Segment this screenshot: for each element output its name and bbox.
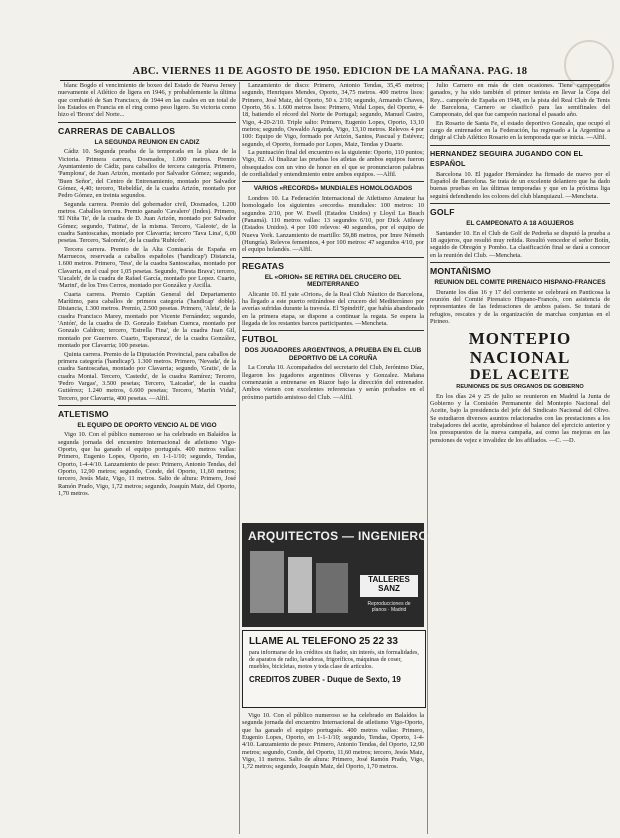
montepio-masthead: [430, 329, 610, 391]
divider: [430, 145, 610, 146]
section-heading: CARRERAS DE CABALLOS: [58, 125, 176, 136]
article-text: Segunda carrera. Premio del gobernador civil, Dosmados, 1.200 metros. Caballos tercera. Premio ganado 'Cavalero' (Indes). Primero, 'El Niña Te', de la cuadra de D. Juan Arizón, montado por Salvador Gómez; segundo, 'Fatima', de la misma. Tercero, 'Galeote', de la cuadra Santoscañas, montado por Clavarria; tercero 'Tava Lina', 6,00 pesetas. Tercero, 'Salomón', de la cuadra 'Rubicón'.: [58, 200, 236, 245]
page-header: ABC. VIERNES 11 DE AGOSTO DE 1950. EDICION DE LA MAÑANA. PAG. 18: [60, 66, 600, 81]
divider: [58, 122, 236, 123]
section-heading: FUTBOL: [242, 334, 279, 345]
article-text: La Coruña 10. Acompañados del secretario del Club, Jerónimo Díaz, llegaron los jugadores argentinos Oliveras y Gonzalez. Mañana comenzarán a entrenarse en Riazor bajo la dirección del entrenador. Ambos vienen con excelentes referencias y serán probados en el próximo partido amistoso del Club. —Alfil.: [242, 364, 424, 401]
section-heading: MONTAÑISMO: [430, 266, 492, 276]
article-headline: EL CAMPEONATO A 18 AGUJEROS: [466, 220, 574, 228]
ad-footer: CREDITOS ZUBER - Duque de Sexto, 19: [249, 675, 401, 684]
article-text: En los días 24 y 25 de julio se reunieron en Madrid la Junta de Gobierno y la Comisión Permanente del Montepio Nacional del Aceite, bajo la presidencia del jefe del Sindicato Nacional del Olivo. Se estudiaron diversos asuntos relacionados con las prestaciones a los trabajadores del aceite, aprobándose el balance del ejercicio anterior y los presupuestos de la nueva campaña, así como las mejoras en las pensiones de vejez e invalidez de los afiliados. —C. —D.: [430, 392, 610, 444]
article-text: En Rosario de Santa Fe, el estado deportivo Gonzalo, que ocupó el cargo de entrenador en la Federación, ha regresado a la Argentina a dirigir al Club Atlético Rosario en la temporada que se inicia. —Alfil.: [430, 119, 610, 142]
credit-advertisement: [242, 630, 426, 708]
article-text: Londres 10. La Federación Internacional de Atletismo Amateur ha homologado los siguientes «records» mundiales: 100 metros: 10 segundos 2/10, por W. Ewell (Estados Unidos) y Lloyd La Beach (Panamá). 110 metros vallas: 13 segundos 6/10, por Dick Attlesey (Estados Unidos). 4 por 100 relevos: 40 segundos, por el equipo de Nueva York. Lanzamiento de martillo: 59,88 metros, por Imre Németh (Hungría). Relevos femeninos, 4 por 100 metros: 47 segundos 4/10, por el equipo holandés. —Alfil.: [242, 194, 424, 254]
divider: [242, 330, 424, 331]
section-heading: HERNANDEZ SEGUIRA JUGANDO CON EL ESPAÑOL: [430, 148, 583, 168]
divider: [430, 203, 610, 204]
masthead-line-2: DEL ACEITE: [469, 367, 571, 384]
section-heading: REGATAS: [242, 260, 285, 271]
column-divider: [239, 82, 240, 834]
masthead-subtitle: REUNIONES DE SUS ORGANOS DE GOBIERNO: [456, 384, 584, 391]
article-text: Santander 10. En el Club de Golf de Pedreña se disputó la prueba a 18 agujeros, que resultó muy reñida. Resultó vencedor el señor Botín, seguido de Obregón y Pombo. La clasificación final se dará a conocer en la reunión del Club. —Mencheta.: [430, 229, 610, 259]
article-headline: DOS JUGADORES ARGENTINOS, A PRUEBA EN EL CLUB DEPORTIVO DE LA CORUÑA: [244, 347, 422, 362]
article-text: Cuarta carrera. Premio Capitán General del Departamento Marítimo, para caballos de primera categoría ('handicap' doble). Distancia, 1.300 metros. Premio, 2.500 pesetas. Primero, 'Aleta', de la cuadra Francisco Marey, montado por Vicente Fernández; segundo, 'Antón', de la cuadra de D. Gonzalo Esteban Cuenca, montado por Gonzalo Caldron; tercero, 'Estrella Fina', de la cuadra Juan Gil, montado por Guerrero. Cuarto, 'Esperanza', de la cuadra González, montado por Clavarria; 100 pesetas.: [58, 290, 236, 350]
article-headline: LA SEGUNDA REUNION EN CADIZ: [94, 138, 200, 146]
ad-title: ARQUITECTOS — INGENIEROS: [248, 529, 437, 543]
column-divider: [427, 82, 428, 834]
article-text: Lanzamiento de disco: Primero, Antonio Tendas, 35,45 metros; segundo, Henriques Mendes, Oporto, 34,75 metros. 400 metros lisos: Primero, José Maiz, del Oporto, 50 s. 2/10; segundo, Armando Chaves, Oporto, 56 s. 1.600 metros lisos: Primero, Vidal Lopes, del Oporto, 4-18, batiendo el récord del Norte de Portugal; segundo, Manuel Castro, Vigo, 4-20-2/10. Triple salto: Primero, Eugenio Lopes, Oporto, 13,10 metros; segundo, Oswaldo Arganda, Vigo, 13,10 metros. Relevos 4 por 100: Equipo de Vigo, formado por Arizón, Santos, Pascual y Estévez; segundo, el Oporto, formado por Lopes, Maiz, Tendas y Duarte.: [242, 82, 424, 148]
ad-brand-subtitle: Reproducciones de planos · Madrid: [367, 601, 411, 613]
ad-body: para informarse de los créditos sin fiador, sin interés, sin formalidades, de aparatos de radio, lavadoras, frigoríficos, máquinas de coser, muebles, bicicletas, motos y toda clase de artículos.: [249, 650, 419, 670]
column-2: [242, 82, 424, 520]
column-2-bottom: [242, 712, 424, 834]
article-text: Quinta carrera. Premio de la Diputación Provincial, para caballos de primera categoría ('handicap'). 1.300 metros. Primero, 'Nevada', de la cuadra Santoscañas, montado por Clavarria; segundo, 'Gratis', de la cuadra Montal. Tercero, 'Castedu', de la cuadra Ramírez; Tercero, 'Pedro Vargas', 3.500 pesetas; Tercero, 'Laicadar', de la cuadra Gutiérrez; 1.240 metros, 6.600 pesetas; Tercero, 'Martín Vidal', Tercero, por Clavarria, 400 pesetas. —Alfil.: [58, 350, 236, 402]
divider: [430, 262, 610, 263]
section-heading: ATLETISMO: [58, 408, 109, 419]
article-text: Cádiz 10. Segunda prueba de la temporada en la plaza de la Victoria. Primera carrera, Dosmados, 1.000 metros. Premio Ayuntamiento de Cádiz, para caballos de tercera categoría. Primero, 'Pamplona', de Juan Arizón, montado por Salvador Gómez; segundo, 'Buen Señor', del Centro de Entrenamiento, montado por Salvador Gómez, 4,40; tercero, 'Rebeldía', de la cuadra Arizón, montado por Pedro Gómez, en treinta segundos.: [58, 148, 236, 200]
article-headline: EL «ORION» SE RETIRA DEL CRUCERO DEL MEDITERRANEO: [264, 273, 402, 289]
article-text: Julio Carnero en más de cien ocasiones. Tiene campeonatos ganados, y ha sido también el primer tenista en llevar la Copa del Rey... campeón de España en 1948, en la pista del Real Club de Tenis de Barcelona, Carnero se clasificó para las semifinales del Campeonato, del que fue campeón nacional el pasado año.: [430, 82, 610, 119]
ad-building-graphic: [316, 563, 348, 613]
article-text: Alicante 10. El yate «Orion», de la Real Club Náutico de Barcelona, ha llegado a este puerto retirándose del crucero del Mediterráneo por averías sufridas durante la travesía. El 'Spindrift', que había abandonado en la primera etapa, se dispone a continuar la regata. Se espera la llegada de los restantes barcos participantes. —Mencheta.: [242, 290, 424, 328]
article-headline: EL EQUIPO DE OPORTO VENCIO AL DE VIGO: [77, 421, 217, 429]
article-text: Durante los días 16 y 17 del corriente se celebrará en Panticosa la reunión del Comité Pirenaico Hispano-Francés, con asistencia de representantes de las federaciones de ambos países. Se tratará de refugios, rescates y de la organización de marchas conjuntas en el Pirineo.: [430, 288, 610, 325]
article-text: Vigo 10. Con el público numeroso se ha celebrado en Balaídos la segunda jornada del encuentro Internacional de atletismo Vigo-Oporto, que ha ganado el equipo portugués. 400 metros vallas: Primero, Eugenio Lopes, Oporto, en 1-1-1/10; segundo, Tendas, Oporto, 1-4-4/10. Lanzamiento de peso: Primero, Antonio Tendas, del Oporto, 12,90 metros; segundo, Conde, del Oporto, 11,60 metros; tercero, Jesús Maiz, Vigo, 11 metros. Salto de altura: Primero, José Ramón Prado, Vigo, 1,72 metros; segundo, Joaquín Maiz, del Oporto, 1,70 metros.: [58, 431, 236, 498]
article-text: La puntuación final del encuentro es la siguiente: Oporto, 110 puntos; Vigo, 82. Al finalizar las pruebas los atletas de ambos equipos fueron obsequiados con un vino de honor en el que se pronunciaron palabras de cordialidad y entendimiento entre ambos equipos. —Alfil.: [242, 149, 424, 179]
article-text: blanc Bogdo el vencimiento de boxeo del Estado de Nueva Jersey nuevamente el Atlético de ligera en 1946, y probablemente la última que combatió de San Francisco, de 1944 en las cuales en un total de los Estados en Francia en el ring como peso ligero. Su victoria como hizo el 'Bronx' del Norte...: [58, 82, 236, 119]
masthead-line-1: MONTEPIO NACIONAL: [468, 329, 572, 368]
article-text: Barcelona 10. El jugador Hernández ha firmado de nuevo por el Español de Barcelona. Se trata de un excelente delantero que ha dado buenas pruebas en las últimas temporadas y que en la próxima liga seguirá defendiendo los colores del club blanquiazul. —Mencheta.: [430, 170, 610, 200]
ad-building-graphic: [288, 557, 312, 613]
divider: [242, 181, 424, 182]
divider: [242, 257, 424, 258]
article-headline: VARIOS «RECORDS» MUNDIALES HOMOLOGADOS: [253, 185, 413, 193]
article-text: Vigo 10. Con el público numeroso se ha celebrado en Balaídos la segunda jornada del encuentro Internacional de atletismo Vigo-Oporto, que ha ganado el equipo portugués. 400 metros vallas: Primero, Eugenio Lopes, Oporto, en 1-1-1/10; segundo, Tendas, Oporto, 1-4-4/10. Lanzamiento de peso: Primero, Antonio Tendas, del Oporto, 12,90 metros; segundo, Conde, del Oporto, 11,60 metros; tercero, Jesús Maiz, Vigo, 11 metros. Salto de altura: Primero, José Ramón Prado, Vigo, 1,72 metros; segundo, Joaquín Maiz, del Oporto, 1,70 metros.: [242, 712, 424, 771]
article-headline: REUNION DEL COMITE PIRENAICO HISPANO-FRANCES: [434, 279, 606, 286]
ad-building-graphic: [250, 551, 284, 613]
ad-brand: TALLERES SANZ: [360, 575, 418, 597]
divider: [58, 405, 236, 406]
section-heading: GOLF: [430, 207, 455, 218]
article-text: Tercera carrera. Premio de la Alta Comisaría de España en Marruecos, reservada a caballos españoles ('handicap') Distancia, 1.600 metros. Primero, 'Tess', de la cuadra Santoscañas, montado por Clavarria, en el cual por 1,05 pesetas. Segundo, 'Fiesta Brava'; tercero, 'Uacaleh', de la cuadra de Rafael García, montado por Lopez. Cuarto, 'Marini', de los Tres Cerros, montado por González y Arcilla.: [58, 245, 236, 290]
column-1: [58, 82, 236, 834]
ad-headline: LLAME AL TELEFONO 25 22 33: [249, 636, 398, 647]
architects-advertisement: [242, 523, 437, 627]
column-3: [430, 82, 610, 834]
